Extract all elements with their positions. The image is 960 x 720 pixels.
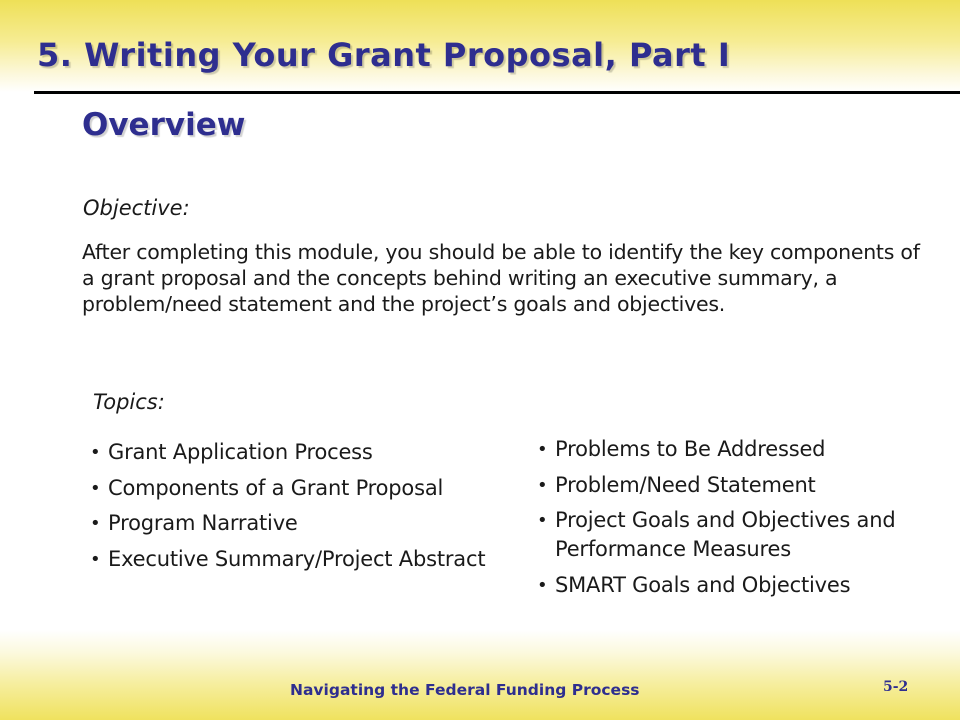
footer-gradient-band [0,630,960,720]
topic-list-right [537,435,947,606]
page-number: 5-2 [883,679,909,695]
topic-item-label: Problem/Need Statement [555,472,816,497]
topic-item-label: Program Narrative [108,511,298,535]
topic-item [537,506,947,564]
topic-item-label: Grant Application Process [108,440,373,464]
slide-subtitle: Overview [82,107,246,143]
bullet-icon: • [90,513,101,534]
bullet-icon: • [90,442,101,463]
topic-item [537,571,947,600]
objective-label: Objective: [83,196,190,220]
topic-item-label: Problems to Be Addressed [555,437,826,461]
topic-item [90,545,510,574]
bullet-icon: • [537,439,548,460]
bullet-icon: • [90,548,101,570]
topic-item [537,471,947,500]
bullet-icon: • [537,574,548,596]
slide-title: 5. Writing Your Grant Proposal, Part I [37,36,731,74]
bullet-icon: • [537,510,548,531]
topic-item-label: Components of a Grant Proposal [108,475,444,500]
topic-item [90,509,510,538]
topic-item [537,435,947,464]
bullet-icon: • [537,474,548,496]
topics-label: Topics: [93,390,165,414]
footer-course-title: Navigating the Federal Funding Process [290,681,640,699]
topic-item [90,474,510,503]
topic-list-left [90,438,510,580]
topic-item-label: Project Goals and Objectives and Performance Measures [555,508,896,561]
topic-item-label: SMART Goals and Objectives [555,572,851,597]
topic-item [90,438,510,467]
objective-text: After completing this module, you should be able to identify the key components of a grant proposal and the concepts behind writing an executive summary, a problem/need statement and the project’s goals and objectives. [82,240,920,316]
bullet-icon: • [90,477,101,499]
title-underline-rule [34,91,960,94]
topic-item-label: Executive Summary/Project Abstract [108,546,486,571]
